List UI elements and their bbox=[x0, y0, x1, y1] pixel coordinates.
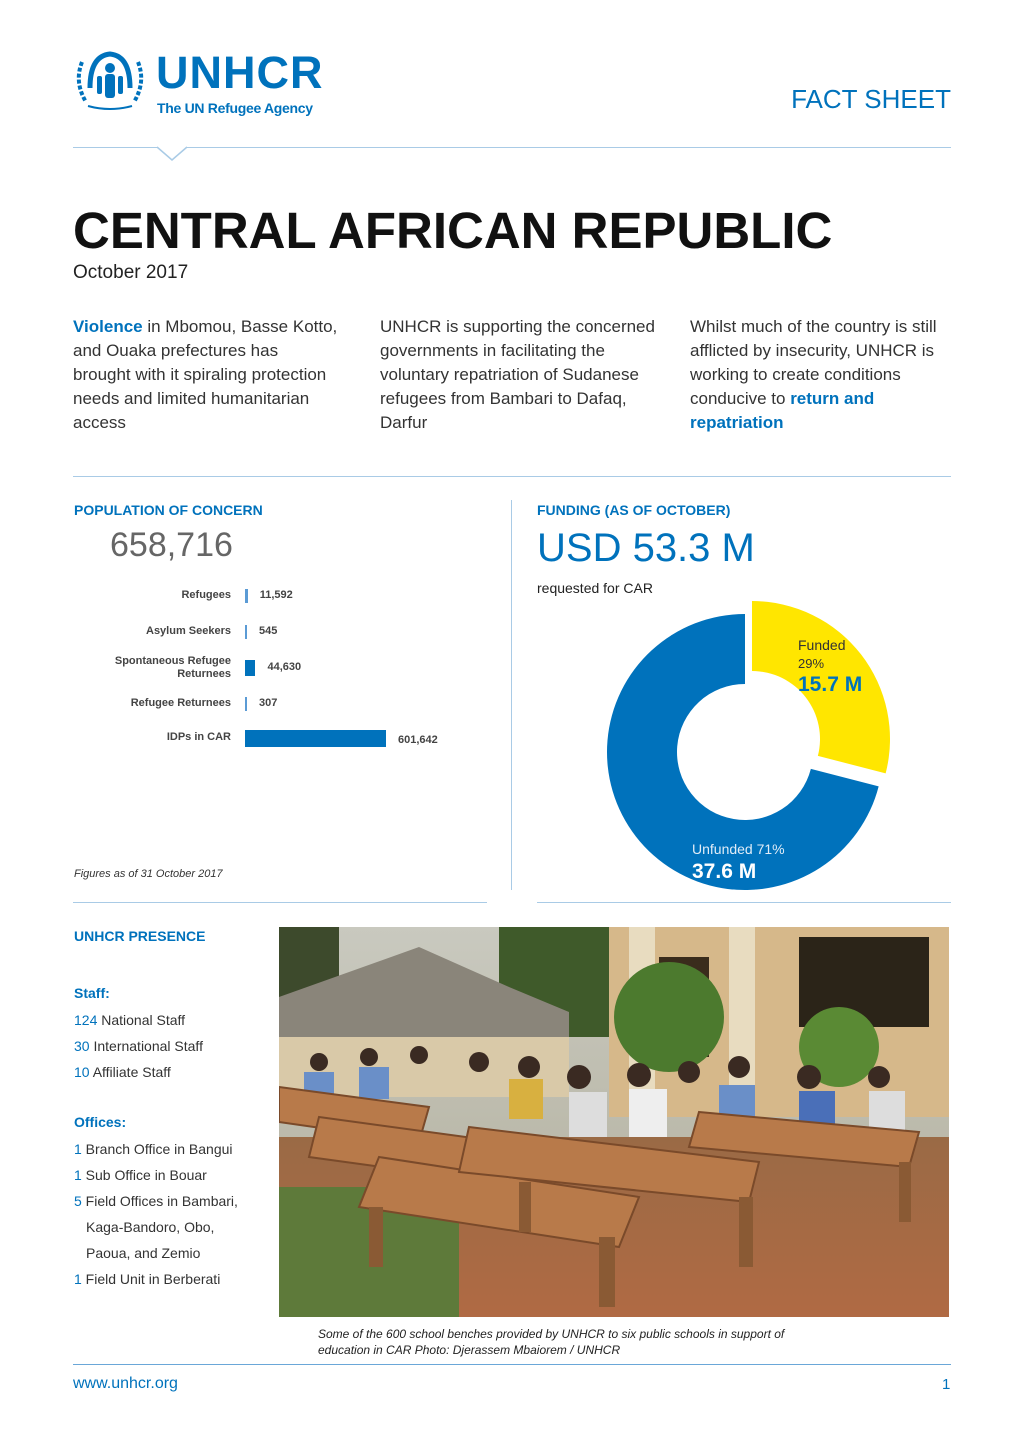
presence-list-item bbox=[74, 1266, 238, 1292]
item-text: Branch Office in Bangui bbox=[81, 1141, 233, 1157]
presence-list-item bbox=[74, 1136, 238, 1162]
unfunded-amount: 37.6 M bbox=[692, 860, 757, 883]
population-note: Figures as of 31 October 2017 bbox=[74, 868, 223, 880]
offices-list bbox=[74, 1136, 238, 1292]
section-divider bbox=[537, 902, 951, 903]
report-date: October 2017 bbox=[73, 262, 189, 283]
page-number: 1 bbox=[942, 1376, 951, 1393]
intro-text: in Mbomou, Basse Kotto, and Ouaka prefectures has brought with it spiraling protection needs and limited humanitarian access bbox=[73, 317, 338, 432]
funding-subtitle: requested for CAR bbox=[537, 580, 653, 596]
bar-label: IDPs in CAR bbox=[166, 731, 231, 743]
bar-label: Refugees bbox=[181, 589, 231, 601]
intro-text: UNHCR is supporting the concerned governments in facilitating the voluntary repatriation of Sudanese refugees from Bambari to Dafaq, Darfur bbox=[380, 317, 655, 432]
unfunded-label: Unfunded 71% bbox=[692, 841, 785, 857]
bar-value-label: 11,592 bbox=[259, 589, 293, 601]
item-count: 1 bbox=[74, 1271, 82, 1287]
caption-line: education in CAR Photo: Djerassem Mbaiorem / UNHCR bbox=[318, 1343, 621, 1357]
fact-sheet-label: FACT SHEET bbox=[791, 84, 951, 114]
staff-list bbox=[74, 1007, 203, 1085]
funded-label: Funded bbox=[798, 637, 846, 653]
presence-list-item bbox=[74, 1162, 238, 1188]
item-text: Sub Office in Bouar bbox=[81, 1167, 207, 1183]
logo-wordmark: UNHCR bbox=[156, 47, 324, 98]
item-count: 30 bbox=[74, 1038, 90, 1054]
logo-tagline: The UN Refugee Agency bbox=[157, 100, 313, 116]
presence-list-item bbox=[74, 1214, 238, 1240]
presence-list-item bbox=[74, 1033, 203, 1059]
item-text: Field Offices in Bambari, bbox=[81, 1193, 238, 1209]
funding-heading: FUNDING (AS OF OCTOBER) bbox=[537, 502, 731, 518]
item-count: 10 bbox=[74, 1064, 90, 1080]
item-count: 5 bbox=[74, 1193, 82, 1209]
bar-value-label: 44,630 bbox=[267, 661, 302, 673]
footer-divider bbox=[73, 1364, 951, 1365]
page-title: CENTRAL AFRICAN REPUBLIC bbox=[73, 202, 833, 259]
bar-label: Spontaneous Refugee Returnees bbox=[114, 655, 231, 680]
item-count: 1 bbox=[74, 1167, 82, 1183]
bar-value-label: 307 bbox=[259, 697, 278, 709]
item-text: International Staff bbox=[89, 1038, 203, 1054]
section-divider bbox=[73, 902, 487, 903]
item-text: Kaga-Bandoro, Obo, bbox=[86, 1219, 215, 1235]
presence-list-item bbox=[74, 1188, 238, 1214]
school-benches-photo bbox=[279, 927, 949, 1317]
funding-amount: USD 53.3 M bbox=[537, 526, 755, 570]
item-text: National Staff bbox=[97, 1012, 186, 1028]
presence-list-item bbox=[74, 1059, 203, 1085]
funded-amount: 15.7 M bbox=[798, 673, 863, 696]
staff-heading: Staff: bbox=[74, 985, 110, 1001]
funded-percent: 29% bbox=[798, 656, 825, 671]
population-total: 658,716 bbox=[110, 526, 233, 564]
intro-text: Whilst much of the country is still afflicted by insecurity, UNHCR is working to create conditions conducive to bbox=[690, 317, 937, 408]
bar-value-label: 545 bbox=[259, 625, 278, 637]
presence-list-item bbox=[74, 1007, 203, 1033]
intro-highlight: Violence bbox=[73, 317, 143, 336]
item-text: Field Unit in Berberati bbox=[81, 1271, 221, 1287]
bar-label: Refugee Returnees bbox=[130, 697, 231, 709]
item-text: Affiliate Staff bbox=[89, 1064, 171, 1080]
item-count: 1 bbox=[74, 1141, 82, 1157]
offices-heading: Offices: bbox=[74, 1114, 127, 1130]
item-text: Paoua, and Zemio bbox=[86, 1245, 201, 1261]
bar-value-label: 601,642 bbox=[398, 734, 438, 746]
caption-line: Some of the 600 school benches provided by UNHCR to six public schools in support of bbox=[318, 1327, 785, 1341]
photo-caption bbox=[318, 1326, 784, 1358]
population-heading: POPULATION OF CONCERN bbox=[74, 502, 263, 518]
footer-website-link[interactable]: www.unhcr.org bbox=[73, 1375, 178, 1392]
presence-list-item bbox=[74, 1240, 238, 1266]
intro-highlight: return and repatriation bbox=[690, 389, 875, 432]
bar-label: Asylum Seekers bbox=[146, 625, 231, 637]
presence-heading: UNHCR PRESENCE bbox=[74, 928, 206, 944]
item-count: 124 bbox=[74, 1012, 98, 1028]
